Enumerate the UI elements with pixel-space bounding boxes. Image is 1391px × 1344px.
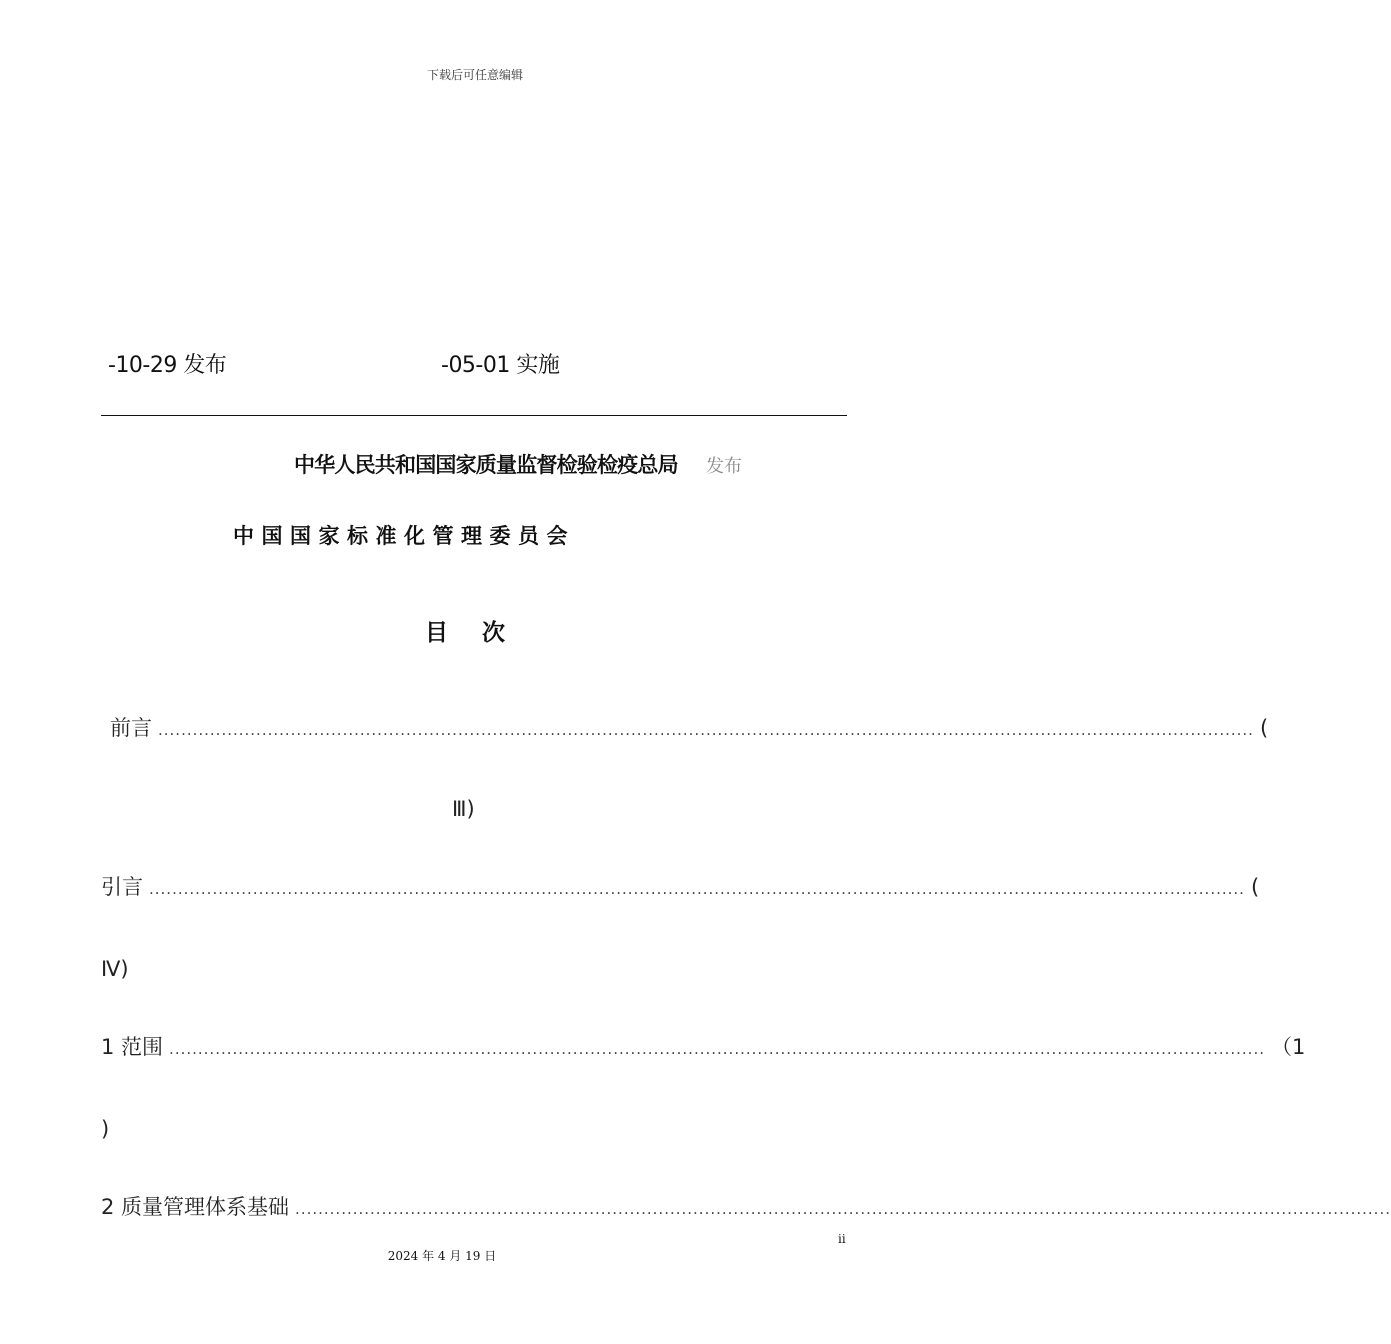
toc-title: 目次 [425, 620, 539, 646]
toc-entry-page: （1 [1270, 1035, 1306, 1059]
toc-leader-dots: .............................................................................................................................................................................................. [158, 721, 1254, 739]
header-note: 下载后可任意编辑 [426, 68, 523, 82]
toc-entry-introduction[interactable] [101, 871, 1260, 901]
toc-entry-page-wrap: ) [101, 1117, 110, 1141]
publish-date: -10-29 发布 [108, 353, 227, 378]
toc-leader-dots: .............................................................................................................................................................................................. [169, 1040, 1265, 1058]
footer-page-number: ii [838, 1232, 846, 1246]
toc-entry-label: 前言 [110, 716, 152, 740]
footer-date: 2024 年 4 月 19 日 [387, 1249, 497, 1263]
toc-entry-page: ( [1250, 875, 1260, 899]
implement-date: -05-01 实施 [441, 353, 560, 378]
toc-entry-page-wrap: Ⅳ) [101, 957, 129, 981]
toc-entry-scope[interactable] [101, 1031, 1306, 1061]
toc-leader-dots: .............................................................................................................................................................................................. [149, 880, 1245, 898]
toc-entry-label: 2 质量管理体系基础 [101, 1195, 290, 1219]
issuer-line-2: 中国国家标准化管理委员会 [233, 524, 575, 548]
toc-leader-dots: .............................................................................................................................................................................................. [295, 1200, 1391, 1218]
toc-entry-label: 1 范围 [101, 1035, 164, 1059]
toc-entry-preface[interactable] [110, 712, 1269, 742]
toc-entry-page-wrap: Ⅲ) [452, 797, 475, 821]
issuer-suffix: 发布 [706, 456, 742, 477]
divider-rule [101, 415, 847, 416]
toc-entry-qms-fundamentals[interactable] [101, 1191, 1391, 1221]
toc-entry-label: 引言 [101, 875, 143, 899]
issuer-line-1: 中华人民共和国国家质量监督检验检疫总局 [294, 453, 678, 477]
toc-entry-page: ( [1259, 716, 1269, 740]
